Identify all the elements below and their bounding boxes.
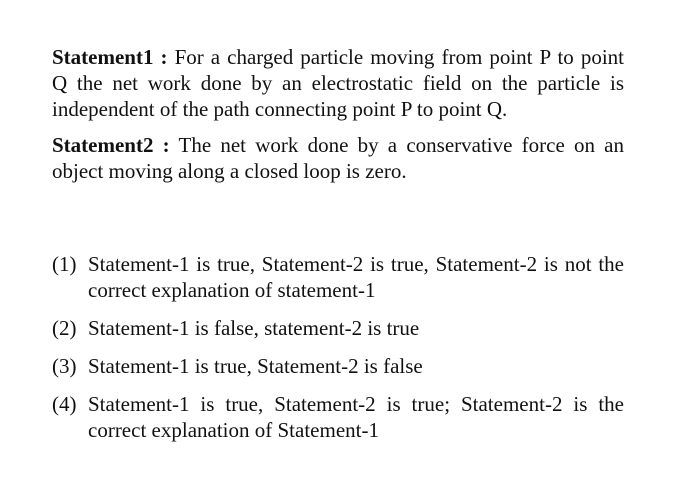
option-3-number: (3) xyxy=(52,354,77,378)
statement-1-label: Statement1 : xyxy=(52,45,168,69)
question-page xyxy=(52,44,624,455)
answer-options xyxy=(52,251,624,443)
option-1-text: Statement-1 is true, Statement-2 is true, Statement-2 is not the correct explanation of statement-1 xyxy=(88,252,624,302)
option-2-number: (2) xyxy=(52,316,77,340)
statement-2-text: The net work done by a conservative force on an object moving along a closed loop is zero. xyxy=(52,133,624,183)
option-1[interactable] xyxy=(52,251,624,303)
statement-1 xyxy=(52,44,624,122)
option-4-text: Statement-1 is true, Statement-2 is true; Statement-2 is the correct explanation of Statement-1 xyxy=(88,392,624,442)
option-4[interactable] xyxy=(52,391,624,443)
option-4-number: (4) xyxy=(52,392,77,416)
statement-2-label: Statement2 : xyxy=(52,133,170,157)
option-2-text: Statement-1 is false, statement-2 is true xyxy=(88,316,420,340)
option-3-text: Statement-1 is true, Statement-2 is false xyxy=(88,354,423,378)
option-3[interactable] xyxy=(52,353,624,379)
option-1-number: (1) xyxy=(52,252,77,276)
statement-1-text: For a charged particle moving from point P to point Q the net work done by an electrostatic field on the particle is independent of the path connecting point P to point Q. xyxy=(52,45,625,121)
option-2[interactable] xyxy=(52,315,624,341)
statement-2 xyxy=(52,132,624,184)
